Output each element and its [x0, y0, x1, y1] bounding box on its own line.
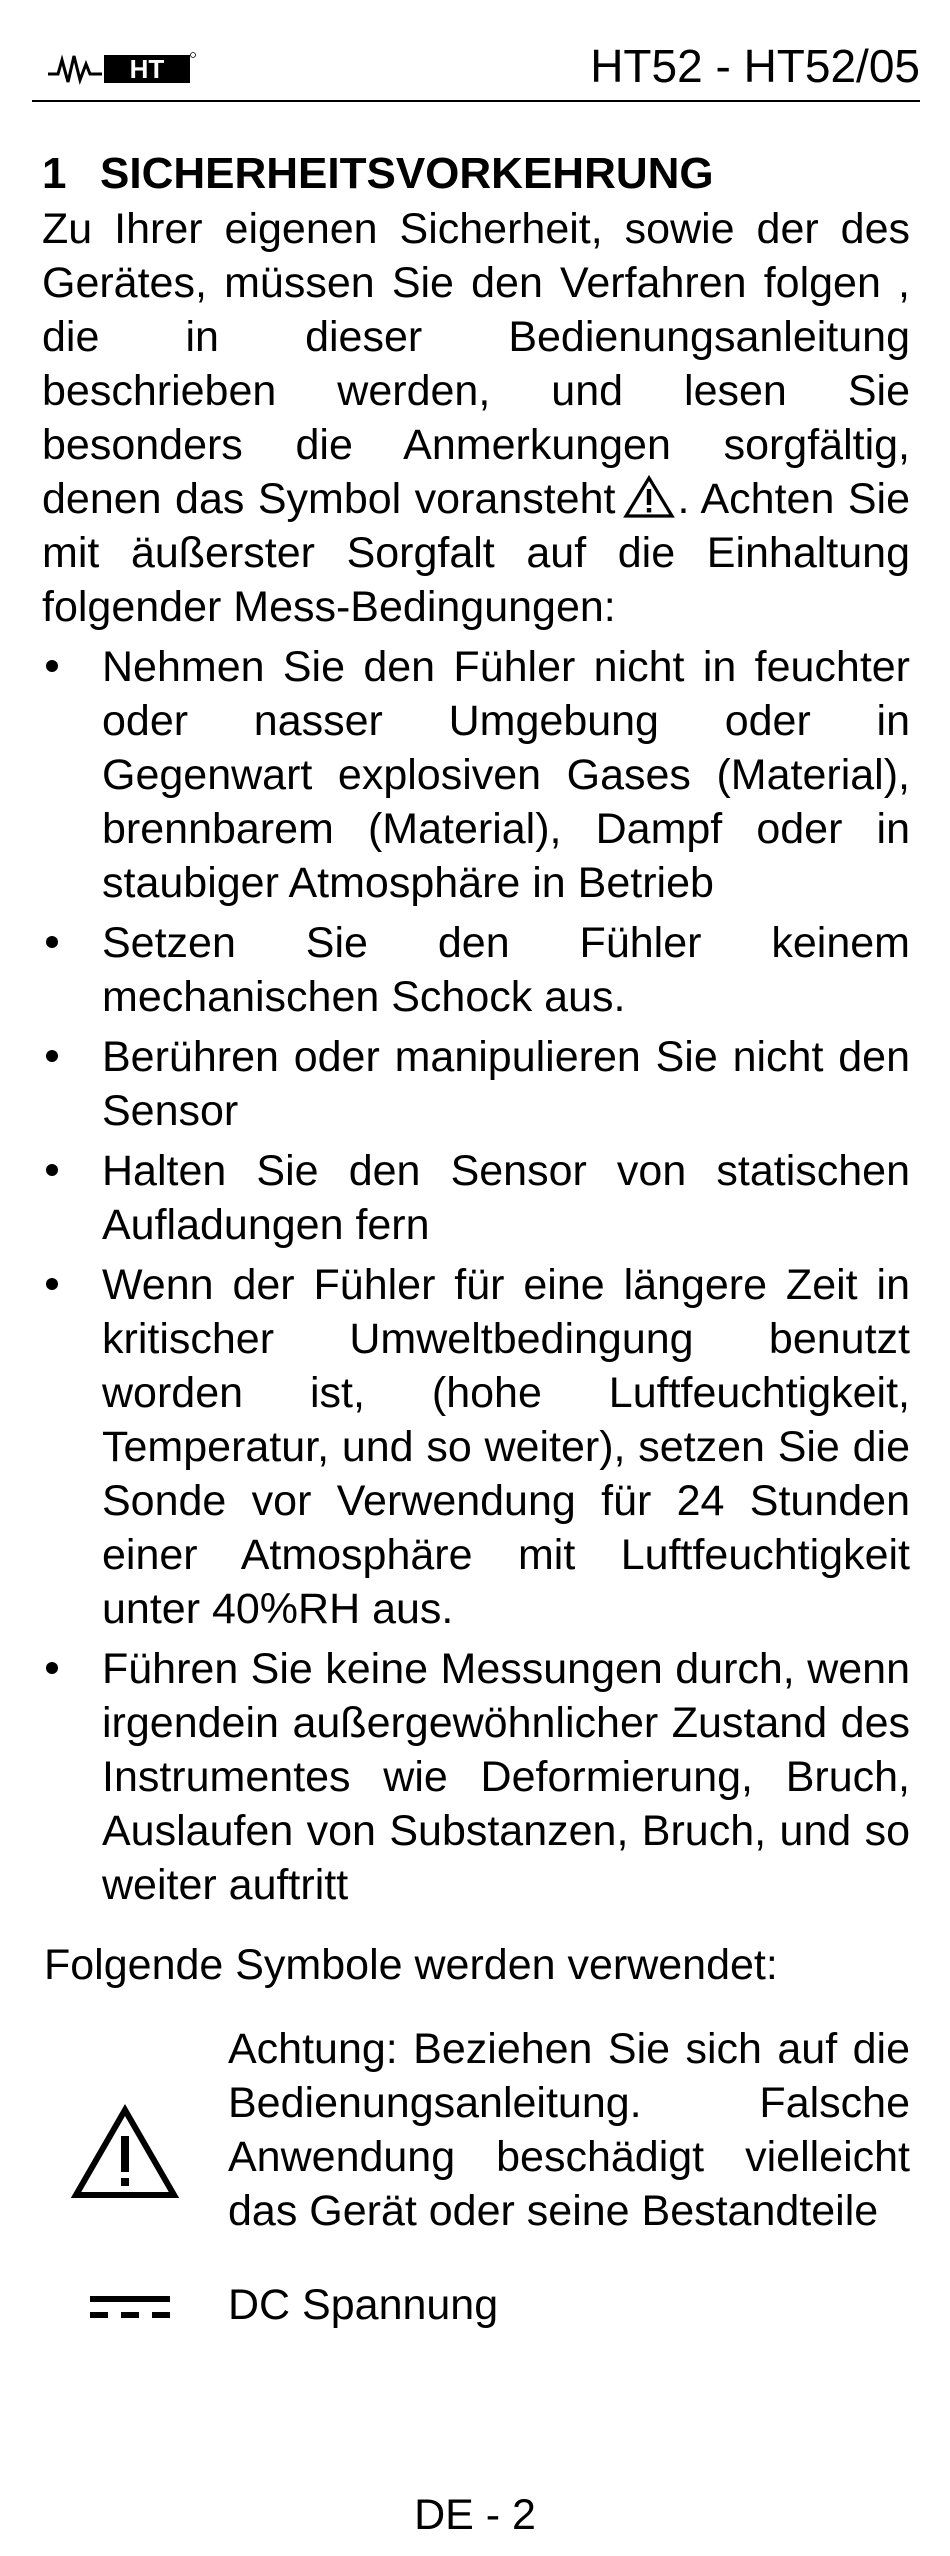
- list-item: [42, 640, 910, 910]
- symbols-intro: Folgende Symbole werden verwendet:: [44, 1941, 778, 1989]
- warning-triangle-icon: [70, 2104, 180, 2202]
- model-name: HT52 - HT52/05: [590, 40, 920, 92]
- list-item-text: Wenn der Fühler für eine längere Zeit in kritischer Umweltbedingung benutzt worden ist, (hohe Luftfeuchtigkeit, Temperatur, und so weiter), setzen Sie die Sonde vor Verwendung für 24 Stunden einer Atmosphäre mit Luftfeuchtigkeit unter 40%RH aus.: [102, 1261, 910, 1633]
- section-title: [42, 146, 910, 202]
- list-item: [42, 1642, 910, 1912]
- page-header: [32, 30, 920, 102]
- list-item: [42, 1258, 910, 1636]
- ht-logo: [46, 50, 196, 88]
- list-item-text: Nehmen Sie den Fühler nicht in feuchter oder nasser Umgebung oder in Gegenwart explosiven Gases (Material), brennbarem (Material), Dampf oder in staubiger Atmosphäre in Betrieb: [102, 643, 910, 907]
- dc-voltage-icon: [90, 2292, 170, 2322]
- bullet-icon: [46, 1050, 58, 1062]
- section-title-text: SICHERHEITSVORKEHRUNG: [100, 149, 714, 198]
- intro-paragraph: [42, 202, 910, 634]
- warning-triangle-icon: [623, 475, 675, 519]
- page-number: DE - 2: [414, 2491, 536, 2539]
- list-item-text: Führen Sie keine Messungen durch, wenn irgendein außergewöhnlicher Zustand des Instrumentes wie Deformierung, Bruch, Auslaufen von Substanzen, Bruch, und so weiter auftritt: [102, 1645, 910, 1909]
- intro-text-part-1: Zu Ihrer eigenen Sicherheit, sowie der des Gerätes, müssen Sie den Verfahren folgen , die in dieser Bedienungsanleitung beschrieben werden, und lesen Sie besonders die Anmerkungen sorgfältig, denen das Symbol voransteht: [42, 205, 910, 523]
- section-number: 1: [42, 149, 67, 198]
- intro-text-part-2: . Achten Sie mit äußerster Sorgfalt auf die Einhaltung folgender Mess-Bedingungen:: [42, 475, 910, 631]
- list-item-text: Berühren oder manipulieren Sie nicht den Sensor: [102, 1033, 910, 1135]
- list-item: [42, 1144, 910, 1252]
- bullet-icon: [46, 1164, 58, 1176]
- list-item: [42, 1030, 910, 1138]
- page-content: [42, 146, 910, 2332]
- logo-text: HT: [129, 54, 165, 84]
- bullet-icon: [46, 1278, 58, 1290]
- bullet-icon: [46, 936, 58, 948]
- list-item: [42, 916, 910, 1024]
- symbol-description: DC Spannung: [228, 2281, 499, 2329]
- list-item-text: Setzen Sie den Fühler keinem mechanischen Schock aus.: [102, 919, 910, 1021]
- list-item-text: Halten Sie den Sensor von statischen Aufladungen fern: [102, 1147, 910, 1249]
- bullet-icon: [46, 1662, 58, 1674]
- symbol-description: Achtung: Beziehen Sie sich auf die Bedienungsanleitung. Falsche Anwendung beschädigt vielleicht das Gerät oder seine Bestandteile: [228, 2025, 910, 2235]
- safety-conditions-list: [42, 640, 910, 1912]
- bullet-icon: [46, 660, 58, 672]
- symbol-row-warning: [42, 2022, 910, 2238]
- symbol-row-dc: [42, 2278, 910, 2332]
